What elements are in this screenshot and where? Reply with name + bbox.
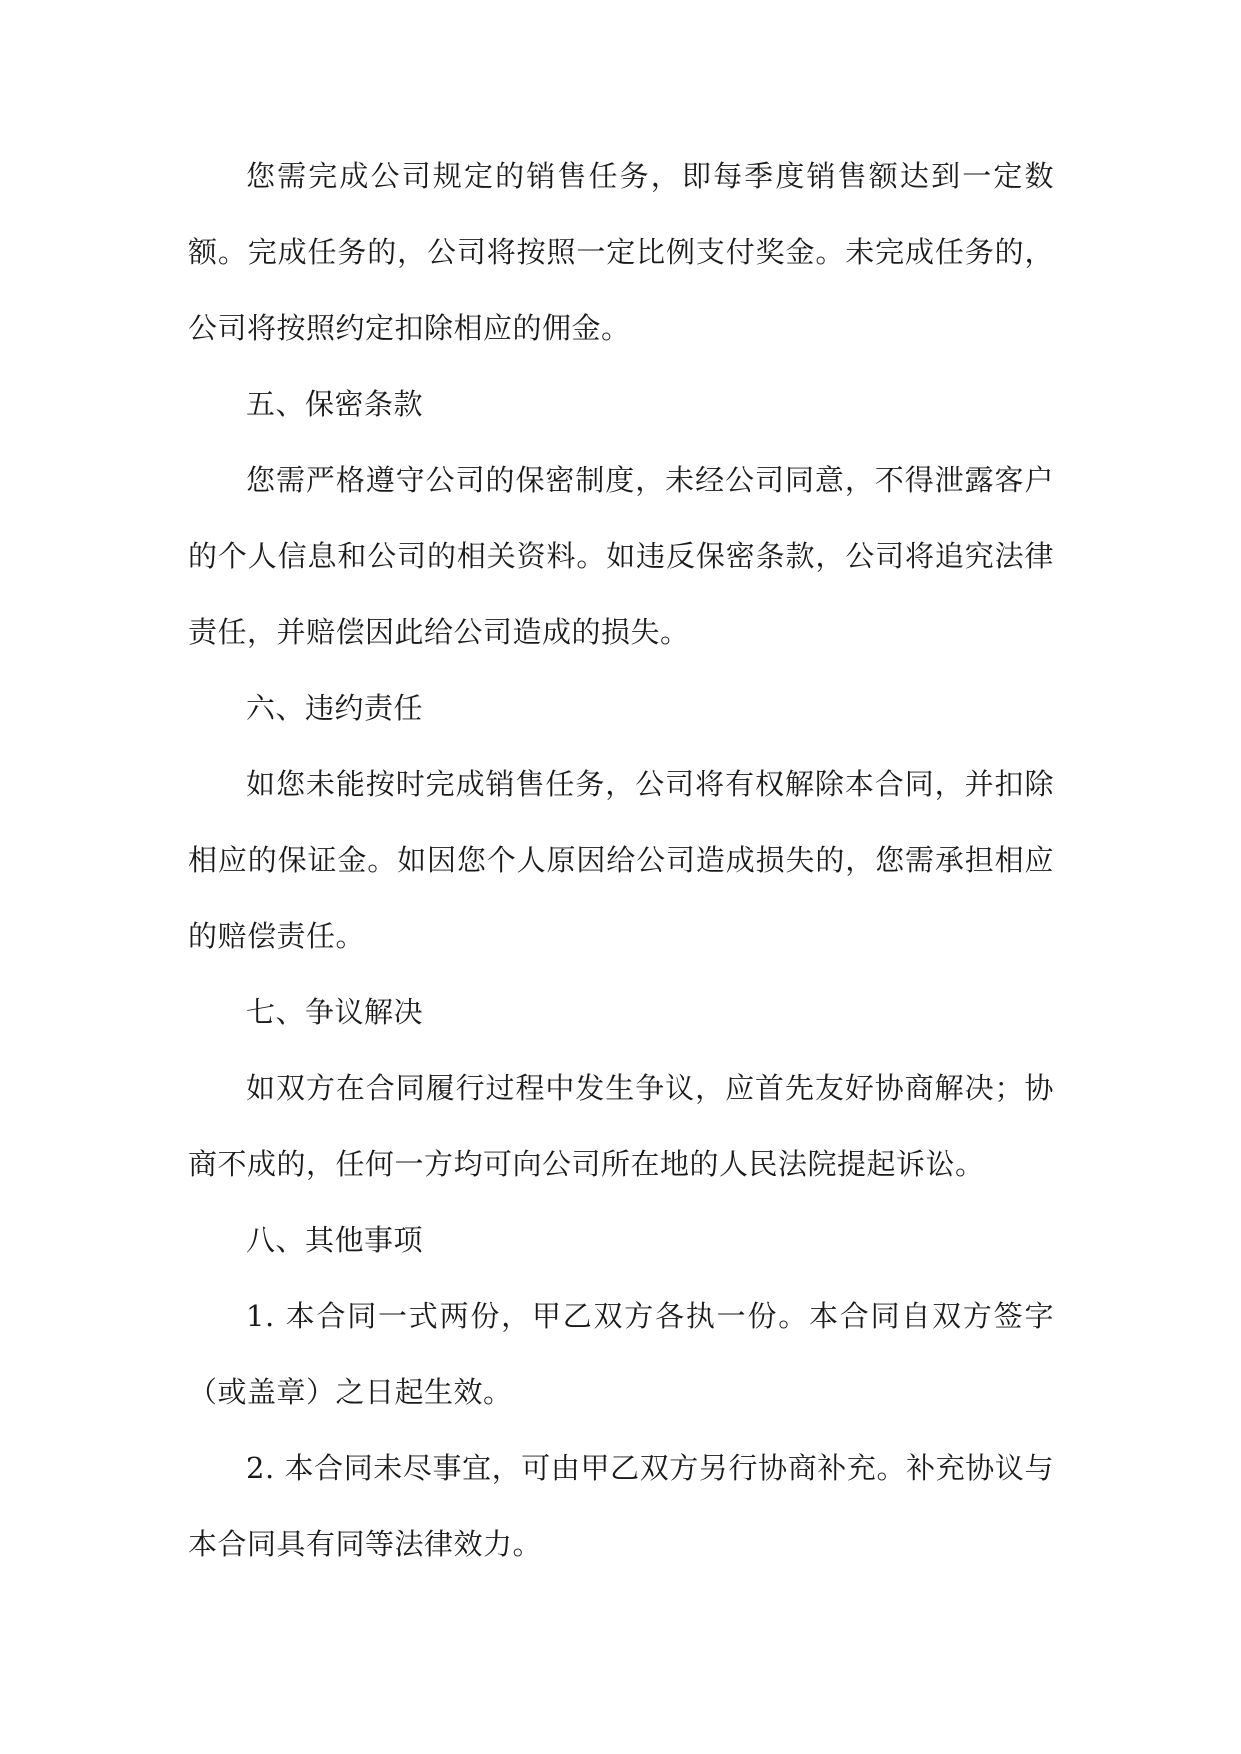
document-body: [188, 138, 1054, 1582]
heading-other-matters: 八、其他事项: [246, 1223, 424, 1257]
heading-dispute-resolution: 七、争议解决: [246, 995, 424, 1029]
paragraph-dispute-resolution: 如双方在合同履行过程中发生争议，应首先友好协商解决；协商不成的，任何一方均可向公司所在地的人民法院提起诉讼。: [188, 1071, 1054, 1181]
paragraph-confidentiality: 您需严格遵守公司的保密制度，未经公司同意，不得泄露客户的个人信息和公司的相关资料。如违反保密条款，公司将追究法律责任，并赔偿因此给公司造成的损失。: [188, 463, 1054, 649]
paragraph-sales-task: 您需完成公司规定的销售任务，即每季度销售额达到一定数额。完成任务的，公司将按照一定比例支付奖金。未完成任务的，公司将按照约定扣除相应的佣金。: [188, 159, 1054, 345]
heading-confidentiality: 五、保密条款: [246, 387, 424, 421]
paragraph-breach-liability: 如您未能按时完成销售任务，公司将有权解除本合同，并扣除相应的保证金。如因您个人原因给公司造成损失的，您需承担相应的赔偿责任。: [188, 767, 1054, 953]
paragraph-other-matters-1: 1. 本合同一式两份，甲乙双方各执一份。本合同自双方签字（或盖章）之日起生效。: [188, 1299, 1054, 1409]
heading-breach-liability: 六、违约责任: [246, 691, 424, 725]
paragraph-other-matters-2: 2. 本合同未尽事宜，可由甲乙双方另行协商补充。补充协议与本合同具有同等法律效力。: [188, 1451, 1054, 1561]
